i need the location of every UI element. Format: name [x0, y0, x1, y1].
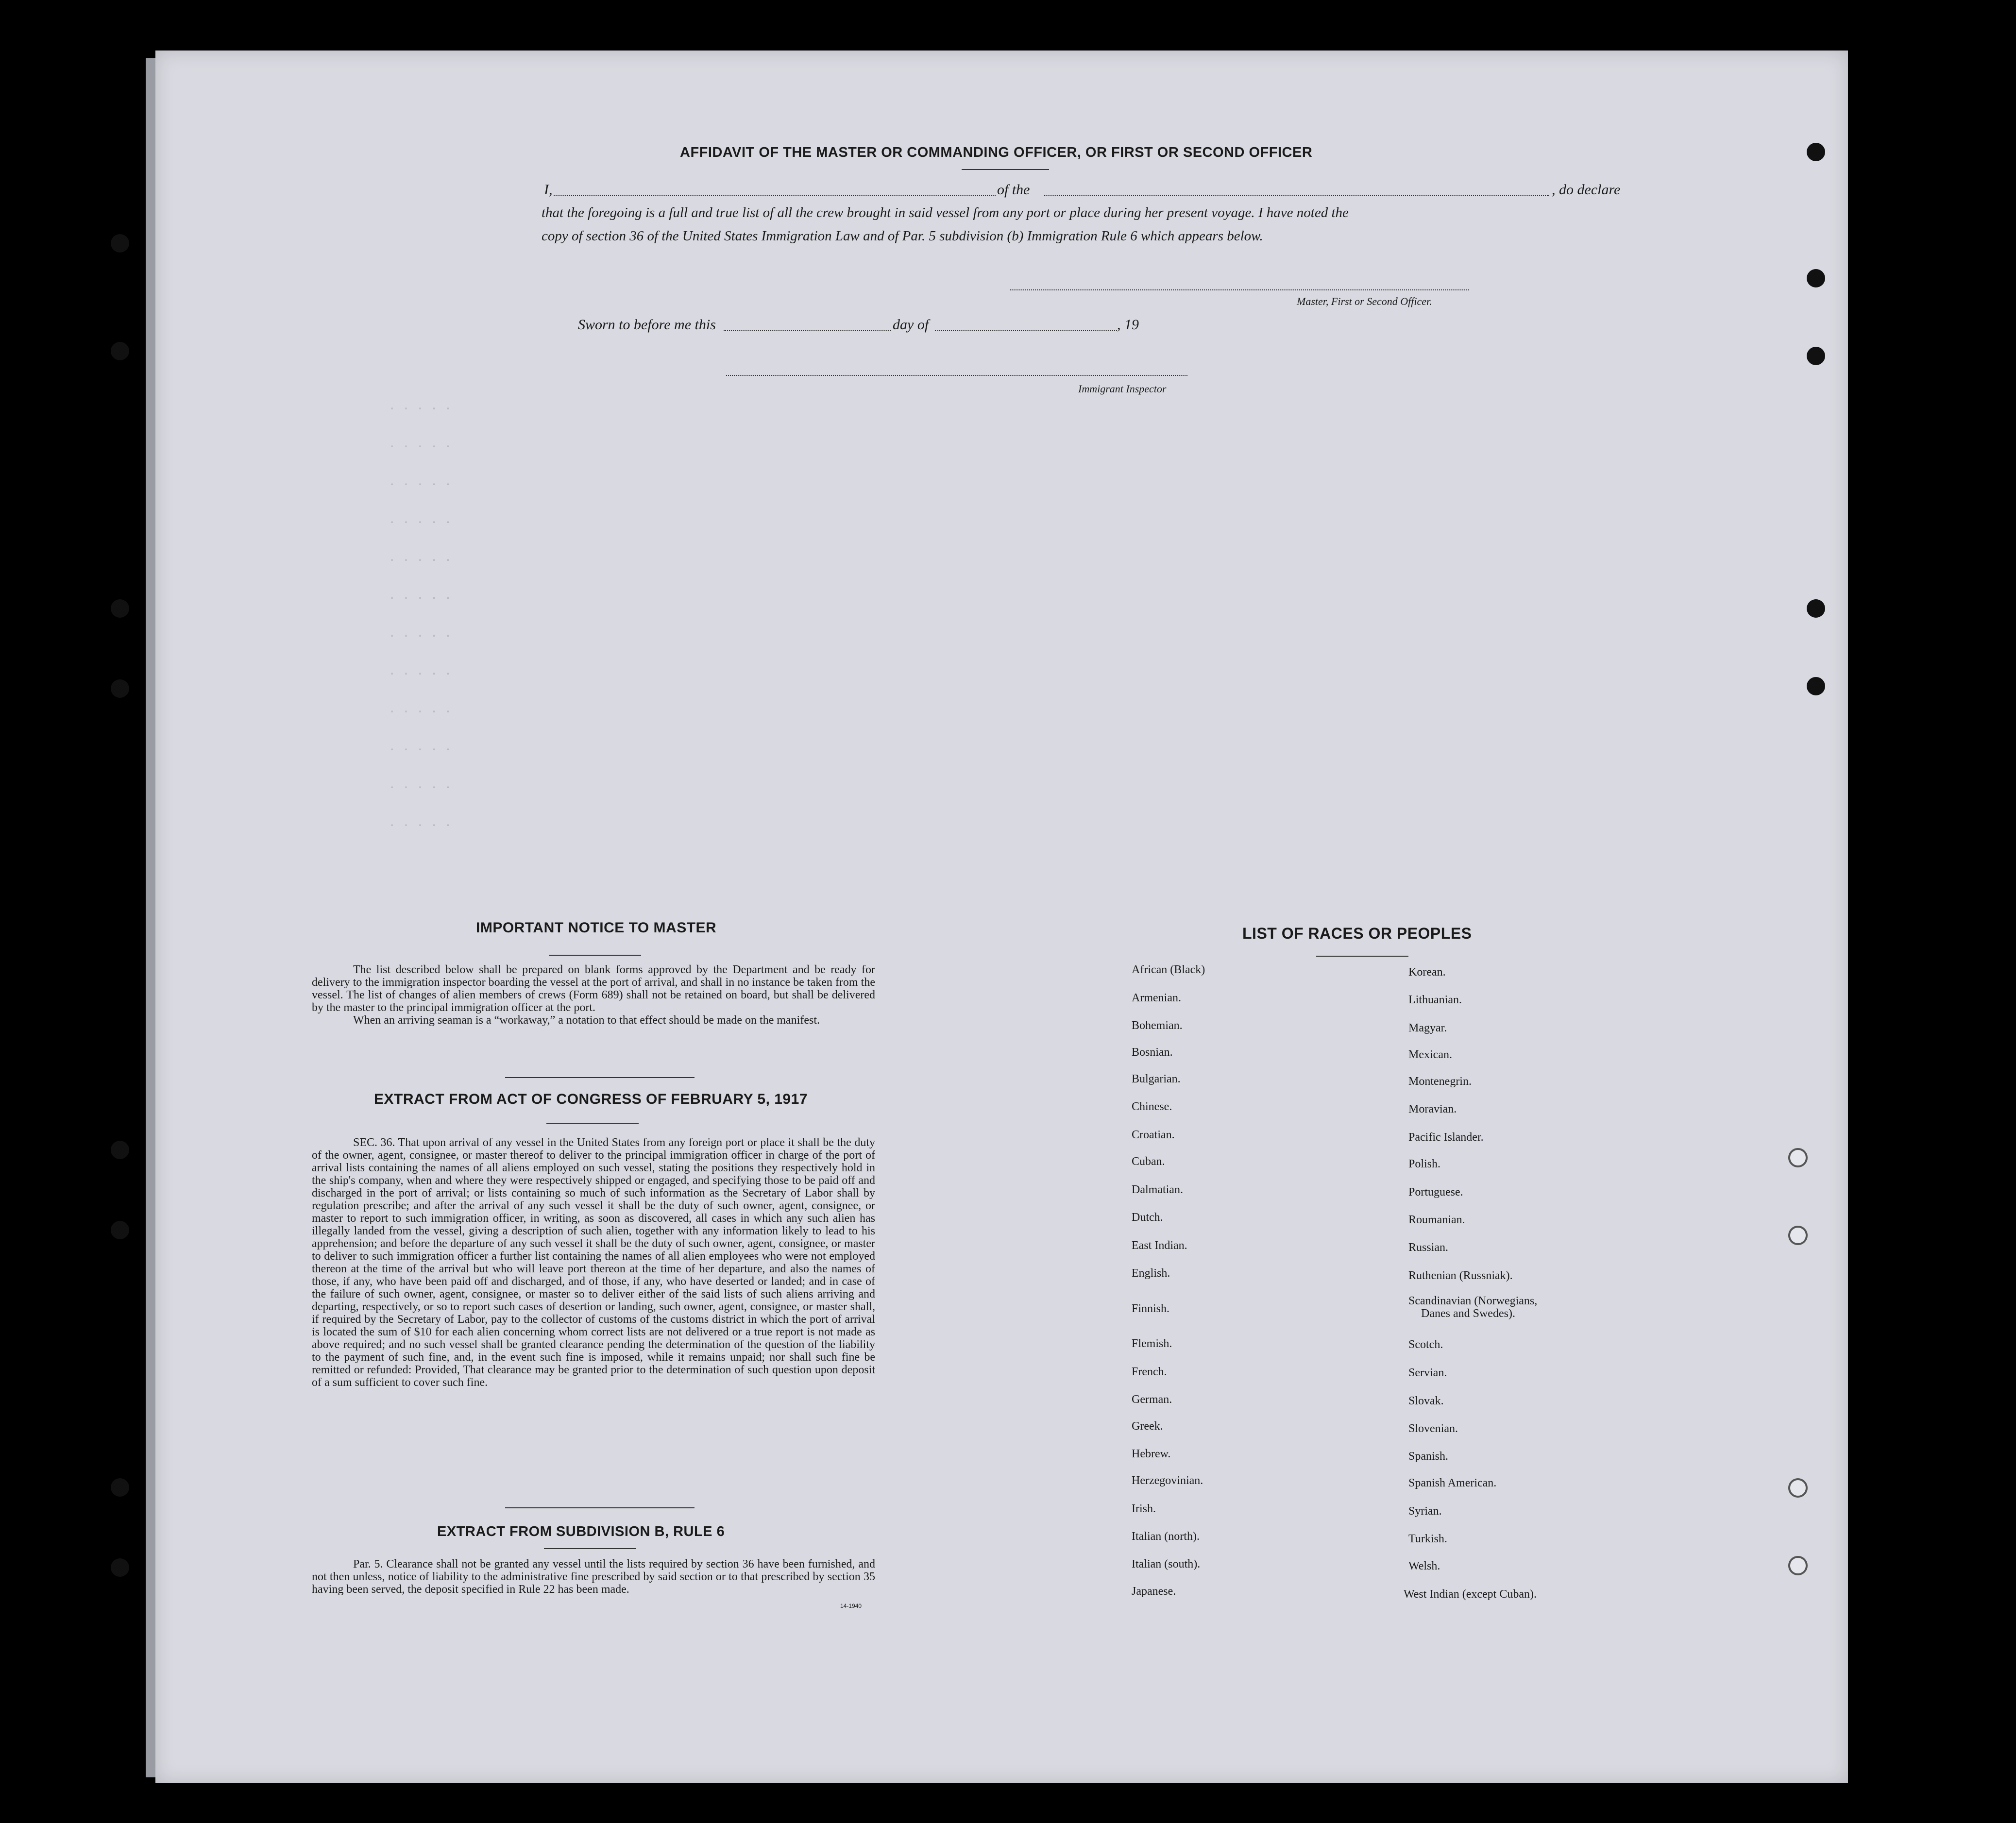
section-36-text: SEC. 36. That upon arrival of any vessel in the United States from any foreign port or place it shall be the duty of the owner, agent, consignee, or master thereof to deliver to the principal immigration officer in charge of the port of arrival lists containing the names of all aliens employed on such vessel, stating the positions they respectively hold in the ship's company, when and where they were respectively shipped or engaged, and specifying those to be paid off and discharged in the port of arrival; or lists containing so much of such information as the Secretary of Labor shall by regulation prescribe; and after the arrival of any such vessel it shall be the duty of such owner, agent, consignee, or master to report to such immigration officer, in writing, as soon as discovered, all cases in which any such alien has illegally landed from the vessel, giving a description of such alien, together with any information likely to lead to his apprehension; and before the departure of any such vessel it shall be the duty of such owner, agent, consignee, or master to deliver to such immigration officer a further list containing the names of all alien employees who were not employed thereon at the time of the arrival but who will leave port thereon at the time of her departure, and also the names of those, if any, who have been paid off and discharged, and of those, if any, who have deserted or landed; and in case of the failure of such owner, agent, consignee, or master so to deliver either of the said lists of such aliens arriving and departing, respectively, or so to report such cases of desertion or landing, such owner, agent, consignee, or master shall, if required by the Secretary of Labor, pay to the collector of customs of the customs district in which the port of arrival is located the sum of $10 for each alien concerning whom correct lists are not delivered or a true report is not made as above required; and no such vessel shall be granted clearance pending the determination of the question of the liability to the payment of such fine, and, in the event such fine is imposed, while it remains unpaid; nor shall such fine be remitted or refunded: Provided, That clearance may be granted prior to the determination of such question upon deposit of a sum sufficient to cover such fine. — [312, 1136, 875, 1389]
race-left-item: Herzegovinian. — [1132, 1474, 1203, 1487]
punch-hole — [1788, 1226, 1808, 1245]
affidavit-line1-mid: of the — [997, 182, 1030, 198]
punch-hole — [1807, 143, 1825, 161]
notice-title: IMPORTANT NOTICE TO MASTER — [476, 920, 717, 936]
race-right-item: West Indian (except Cuban). — [1404, 1588, 1537, 1601]
punch-hole — [111, 342, 129, 360]
race-right-item: Slovak. — [1408, 1395, 1444, 1407]
punch-hole — [111, 1141, 129, 1159]
race-right-item: Polish. — [1408, 1158, 1441, 1170]
race-right-item: Scotch. — [1408, 1338, 1443, 1351]
races-underline — [1316, 956, 1408, 957]
race-left-item: Irish. — [1132, 1502, 1156, 1515]
document-page: . . . . . . . . . . . . . . . . . . . . . . . . . . . . . . . . . . . . . . . . . . . . . . . . . . . . . . . . . . . . AFFIDAVIT OF THE MASTER OR COMMANDING OFFICER, OR FIRST OR SECOND OFFICER I, of the , do declare that the foregoing is a full and true list of all the crew brought in said vessel from any port or place during her present voyage. I have noted the copy of section 36 of the United States Immigration Law and of Par. 5 subdivision (b) Immigration Rule 6 which appears below. Master, First or Second Officer. Sworn to before me this day of , 19 Immigrant Inspector IMPORTANT NOTICE TO MASTER The list described below shall be prepared on blank forms approved by the Department and be ready for delivery to the immigration inspector boarding the vessel at the port of arrival, and shall in no instance be taken from the vessel. The list of changes of alien members of crews (Form 689) shall not be retained on board, but shall be delivered by the master to the principal immigration officer at the port. When an arriving seaman is a “workaway,” a notation to that effect should be made on the manifest. EXTRACT FROM ACT OF CONGRESS OF FEBRUARY 5, 1917 SEC. 36. That upon arrival of any vessel in the United States from any foreign port or place it shall be the duty of the owner, agent, consignee, or master thereof to deliver to the principal immigration officer in charge of the port of arrival lists containing the names of all aliens employed on such vessel, stating the positions they respectively hold in the ship's company, when and where they were respectively shipped or engaged, and specifying those to be paid off and discharged in the port of arrival; or lists containing so much of such information as the Secretary of Labor shall by regulation prescribe; and after the arrival of any such vessel it shall be the duty of such owner, agent, consignee, or master to report to such immigration officer, in writing, as soon as discovered, all cases in which any such alien has illegally landed from the vessel, giving a description of such alien, together with any information likely to lead to his apprehension; and before the departure of any such vessel it shall be the duty of such owner, agent, consignee, or master to deliver to such immigration officer a further list containing the names of all alien employees who were not employed thereon at the time of the arrival but who will leave port thereon at the time of her departure, and also the names of those, if any, who have been paid off and discharged, and of those, if any, who have deserted or landed; and in case of the failure of such owner, agent, consignee, or master so to deliver either of the said lists of such aliens arriving and departing, respectively, or so to report such cases of desertion or landing, such owner, agent, consignee, or master shall, if required by the Secretary of Labor, pay to the collector of customs of the customs district in which the port of arrival is located the sum of $10 for each alien concerning whom correct lists are not delivered or a true report is not made as above required; and no such vessel shall be granted clearance pending the determination of the question of the liability to the payment of such fine, and, in the event such fine is imposed, while it remains unpaid; nor shall such fine be remitted or refunded: Provided, That clearance may be granted prior to the determination of such question upon deposit of a sum sufficient to cover such fine. EXTRACT FROM SUBDIVISION B, RULE 6 Par. 5. Clearance shall not be granted any vessel until the lists required by section 36 have been furnished, and not then unless, notice of liability to the administrative fine prescribed by said section or to that prescribed by section 35 having been served, the deposit specified in Rule 22 has been made. 14-1940 LIST OF RACES OR PEOPLES African (Black) Armenian. Bohemian. Bosnian. Bulgarian. Chinese. Croatian. Cuban. Dalmatian. Dutch. East Indian. English. Finnish. Flemish. French. German. Greek. Hebrew. Herzegovinian. Irish. Italian (north). Italian (south). Japanese. Korean. Lithuanian. Magyar. Mexican. Montenegrin. Moravian. Pacific Islander. Polish. Portuguese. Roumanian. Russian. Ruthenian (Russniak). Scandinavian (Norwegians, Danes and Swedes). Scotch. Servian. Slovak. Slovenian. Spanish. Spanish American. Syrian. Turkish. Welsh. West Indian (except Cuban). — [155, 51, 1848, 1783]
title-underline — [962, 169, 1049, 170]
name-blank[interactable] — [554, 195, 996, 196]
race-left-item: Bulgarian. — [1132, 1073, 1181, 1085]
race-left-item: Cuban. — [1132, 1155, 1165, 1168]
inspector-label: Immigrant Inspector — [1078, 383, 1167, 395]
par-5-text: Par. 5. Clearance shall not be granted any vessel until the lists required by section 36 have been furnished, and not then unless, notice of liability to the administrative fine prescribed by said section or to that prescribed by section 35 having been served, the deposit specified in Rule 22 has been made. — [312, 1558, 875, 1596]
affidavit-line1-end: , do declare — [1552, 182, 1621, 198]
affidavit-line1-start: I, — [544, 182, 553, 198]
extract-act-body — [312, 1136, 875, 1389]
race-left-item: East Indian. — [1132, 1239, 1187, 1252]
day-blank[interactable] — [724, 330, 891, 331]
form-number: 14-1940 — [840, 1603, 862, 1609]
race-right-item: Turkish. — [1408, 1533, 1447, 1545]
race-left-item: German. — [1132, 1393, 1172, 1406]
affidavit-line2: that the foregoing is a full and true list of all the crew brought in said vessel from any port or place during her present voyage. I have noted the — [542, 205, 1349, 220]
races-title: LIST OF RACES OR PEOPLES — [1242, 925, 1472, 942]
punch-hole — [1807, 599, 1825, 618]
race-right-item: Korean. — [1408, 966, 1446, 979]
notice-para1: The list described below shall be prepared on blank forms approved by the Department and be ready for delivery to the immigration inspector boarding the vessel at the port of arrival, and shall in no instance be taken from the vessel. The list of changes of alien members of crews (Form 689) shall not be retained on board, but shall be delivered by the master to the principal immigration officer at the port. — [312, 963, 875, 1014]
race-left-item: Bohemian. — [1132, 1019, 1183, 1032]
punch-hole — [111, 679, 129, 698]
race-right-item: Pacific Islander. — [1408, 1131, 1484, 1144]
race-right-item: Syrian. — [1408, 1505, 1442, 1518]
race-right-item: Mexican. — [1408, 1048, 1452, 1061]
extract-rule-body — [312, 1558, 875, 1596]
race-left-item: Croatian. — [1132, 1129, 1175, 1141]
race-right-item: Spanish. — [1408, 1450, 1449, 1463]
vessel-blank[interactable] — [1044, 195, 1549, 196]
extract-rule-underline — [544, 1548, 636, 1549]
page-edge — [146, 58, 156, 1777]
race-right-item: Russian. — [1408, 1241, 1449, 1254]
punch-hole — [1807, 269, 1825, 287]
race-left-item: Italian (south). — [1132, 1558, 1201, 1570]
race-left-item: Armenian. — [1132, 992, 1181, 1004]
sworn-end: , 19 — [1117, 317, 1139, 333]
sworn-start: Sworn to before me this — [578, 317, 716, 333]
notice-para2: When an arriving seaman is a “workaway,” a notation to that effect should be made on the manifest. — [353, 1014, 820, 1027]
extract-act-underline — [546, 1123, 639, 1124]
race-left-item: Hebrew. — [1132, 1448, 1171, 1460]
race-right-item: Scandinavian (Norwegians, — [1408, 1295, 1538, 1307]
notice-underline — [549, 955, 641, 956]
punch-hole — [111, 1221, 129, 1239]
punch-hole — [111, 1558, 129, 1577]
race-right-item: Magyar. — [1408, 1022, 1447, 1034]
affidavit-title: AFFIDAVIT OF THE MASTER OR COMMANDING OFFICER, OR FIRST OR SECOND OFFICER — [680, 145, 1313, 160]
race-left-item: Finnish. — [1132, 1302, 1170, 1315]
signature-blank[interactable] — [1010, 289, 1469, 290]
divider — [505, 1507, 695, 1508]
affidavit-line3: copy of section 36 of the United States Immigration Law and of Par. 5 subdivision (b) Immigration Rule 6 which appears below. — [542, 228, 1263, 244]
inspector-blank[interactable] — [726, 375, 1187, 376]
punch-hole — [111, 1478, 129, 1497]
race-right-item: Welsh. — [1408, 1560, 1440, 1572]
race-left-item: Flemish. — [1132, 1337, 1172, 1350]
race-left-item: African (Black) — [1132, 963, 1205, 976]
race-left-item: Bosnian. — [1132, 1046, 1173, 1059]
notice-body — [312, 963, 875, 1027]
month-blank[interactable] — [935, 330, 1117, 331]
race-left-item: Dutch. — [1132, 1211, 1163, 1224]
punch-hole — [111, 234, 129, 253]
race-right-item: Montenegrin. — [1408, 1075, 1472, 1088]
race-right-item: Danes and Swedes). — [1421, 1307, 1515, 1320]
race-right-item: Lithuanian. — [1408, 994, 1462, 1006]
punch-hole — [1788, 1148, 1808, 1167]
race-left-item: Chinese. — [1132, 1100, 1172, 1113]
race-left-item: Italian (north). — [1132, 1530, 1200, 1543]
divider — [505, 1077, 695, 1078]
punch-hole — [1788, 1478, 1808, 1498]
punch-hole — [1788, 1556, 1808, 1575]
race-right-item: Moravian. — [1408, 1103, 1457, 1115]
punch-hole — [1807, 347, 1825, 365]
race-right-item: Slovenian. — [1408, 1422, 1458, 1435]
punch-hole — [111, 599, 129, 618]
punch-hole — [1807, 677, 1825, 695]
extract-rule-title: EXTRACT FROM SUBDIVISION B, RULE 6 — [437, 1524, 725, 1539]
race-right-item: Servian. — [1408, 1367, 1447, 1379]
extract-act-title: EXTRACT FROM ACT OF CONGRESS OF FEBRUARY 5, 1917 — [374, 1091, 808, 1107]
race-right-item: Roumanian. — [1408, 1214, 1465, 1226]
race-left-item: Dalmatian. — [1132, 1183, 1183, 1196]
sworn-mid: day of — [893, 317, 929, 333]
race-left-item: Japanese. — [1132, 1585, 1176, 1598]
race-left-item: English. — [1132, 1267, 1170, 1280]
race-left-item: Greek. — [1132, 1420, 1163, 1433]
race-right-item: Portuguese. — [1408, 1186, 1463, 1198]
race-right-item: Spanish American. — [1408, 1477, 1497, 1489]
signature-label: Master, First or Second Officer. — [1297, 295, 1432, 307]
race-right-item: Ruthenian (Russniak). — [1408, 1269, 1513, 1282]
race-left-item: French. — [1132, 1366, 1167, 1378]
